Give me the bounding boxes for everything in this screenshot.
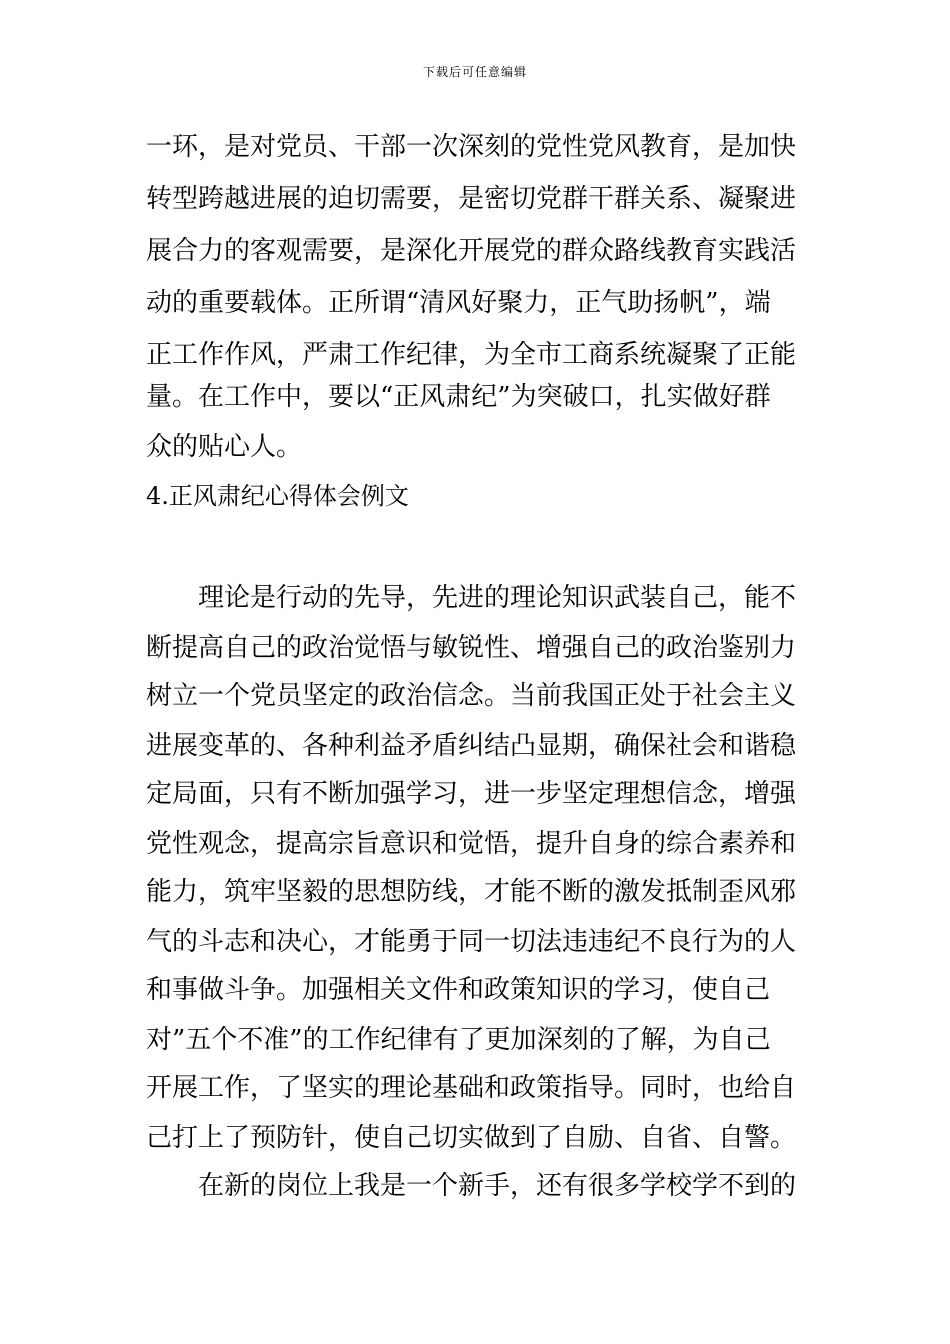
paragraph-line: 开展工作，了坚实的理论基础和政策指导。同时，也给自 [146,1073,797,1103]
paragraph-line: 能力，筑牢坚毅的思想防线，才能不断的激发抵制歪风邪 [146,877,797,907]
paragraph-line: 己打上了预防针，使自己切实做到了自励、自省、自警。 [146,1123,797,1153]
paragraph-line: 定局面，只有不断加强学习，进一步坚定理想信念，增强 [146,779,797,809]
paragraph-line: 转型跨越进展的迫切需要，是密切党群干群关系、凝聚进 [146,184,797,214]
paragraph-line: 党性观念，提高宗旨意识和觉悟，提升自身的综合素养和 [146,829,797,859]
paragraph-line: 气的斗志和决心，才能勇于同一切法违违纪不良行为的人 [146,927,797,957]
paragraph-line: 理论是行动的先导，先进的理论知识武装自己，能不 [198,583,797,613]
paragraph-line: 量。在工作中，要以“正风肃纪”为突破口，扎实做好群 [146,382,771,412]
paragraph-line: 众的贴心人。 [146,432,303,462]
paragraph-line: 正工作作风，严肃工作纪律，为全市工商系统凝聚了正能 [146,340,797,370]
section-heading: 4.正风肃纪心得体会例文 [146,482,409,510]
paragraph-line: 和事做斗争。加强相关文件和政策知识的学习，使自己 [146,975,771,1005]
paragraph-line: 对”五个不准”的工作纪律有了更加深刻的了解，为自己 [146,1025,771,1055]
paragraph-line: 断提高自己的政治觉悟与敏锐性、增强自己的政治鉴别力 [146,633,797,663]
paragraph-line: 进展变革的、各种利益矛盾纠结凸显期，确保社会和谐稳 [146,731,797,761]
paragraph-line: 动的重要载体。正所谓“清风好聚力，正气助扬帆”，端 [146,288,771,318]
paragraph-line: 树立一个党员坚定的政治信念。当前我国正处于社会主义 [146,681,797,711]
paragraph-line: 一环，是对党员、干部一次深刻的党性党风教育，是加快 [146,132,797,162]
header-note: 下载后可任意编辑 [422,65,527,79]
paragraph-line: 在新的岗位上我是一个新手，还有很多学校学不到的 [198,1171,797,1201]
paragraph-line: 展合力的客观需要，是深化开展党的群众路线教育实践活 [146,236,797,266]
